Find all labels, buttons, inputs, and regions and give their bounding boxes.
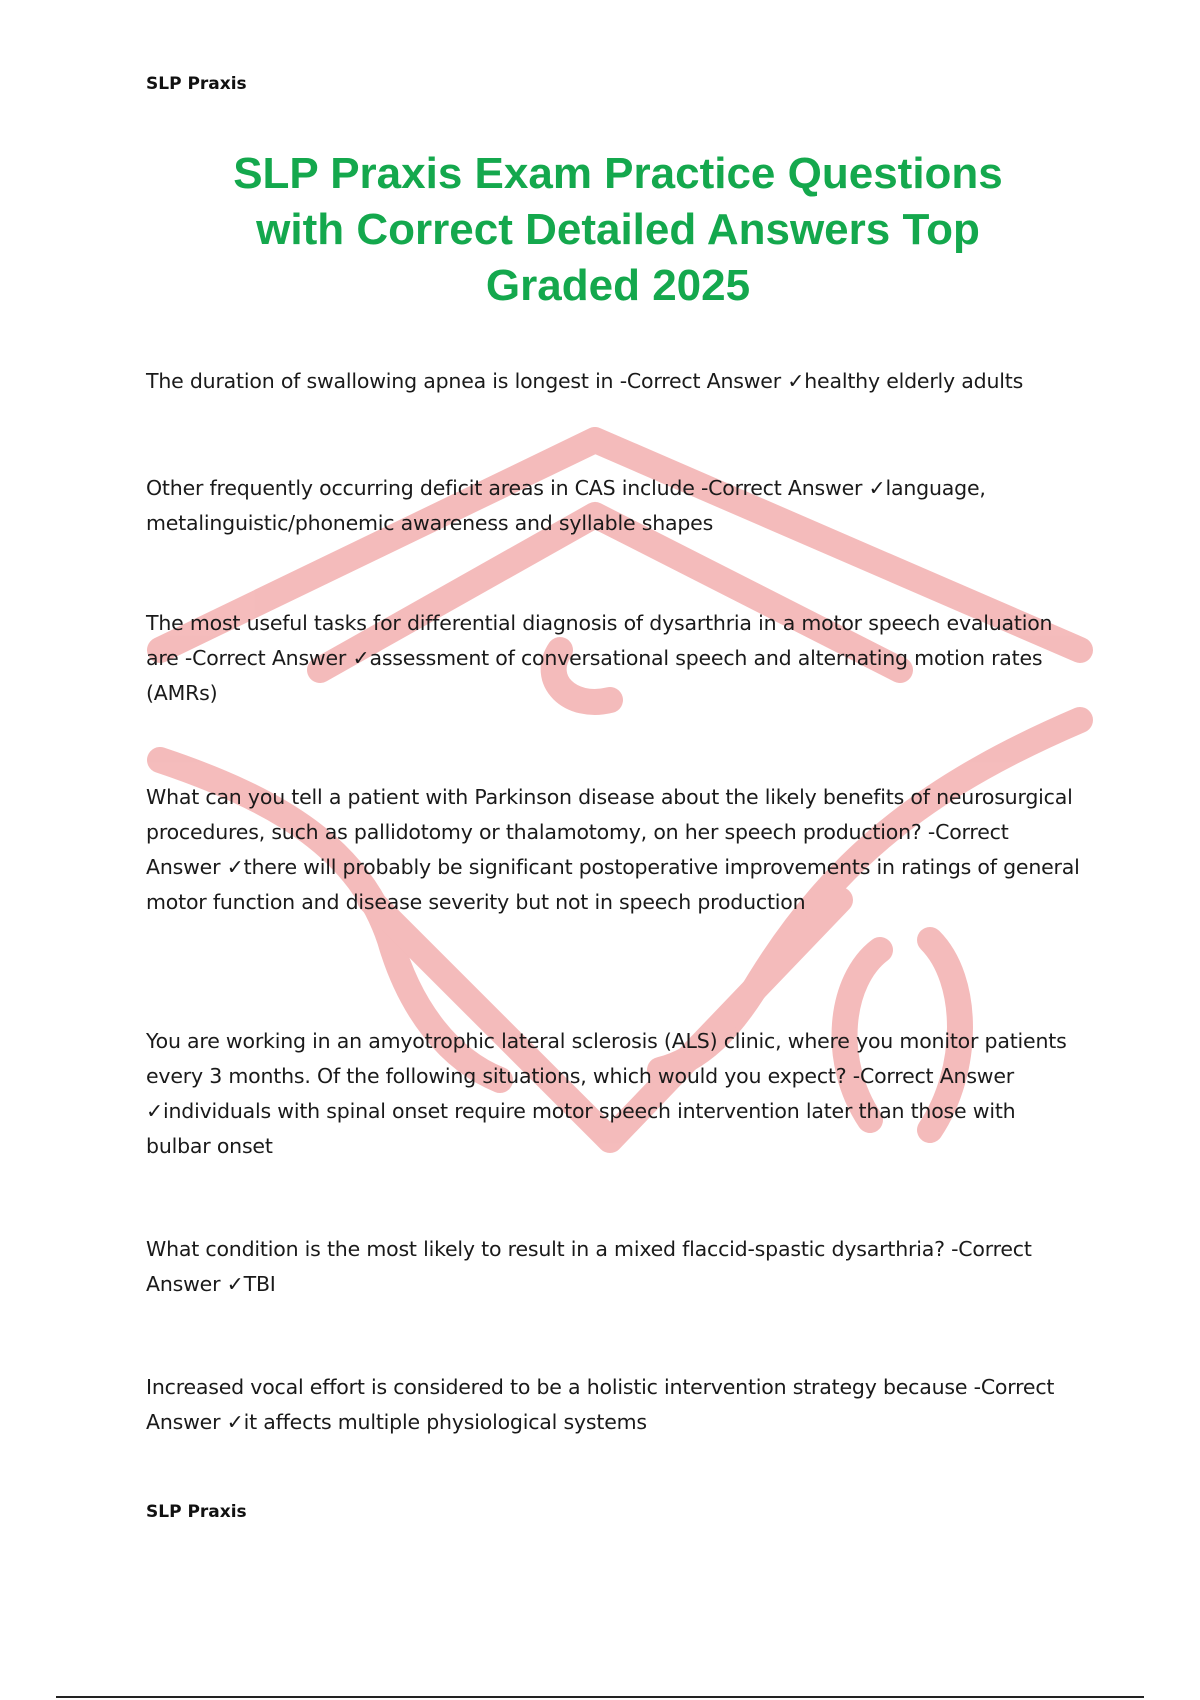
answer-text: it affects multiple physiological systems (243, 1410, 647, 1434)
check-icon: ✓ (787, 369, 805, 393)
answer-text: there will probably be significant postoperative improvements in ratings of general motor function and disease severity but not in speech production (146, 855, 1080, 914)
question-text: You are working in an amyotrophic lateral sclerosis (ALS) clinic, where you monitor patients every 3 months. Of the following situations, which would you expect? (146, 1029, 1067, 1088)
qa-item-3 (146, 606, 1086, 711)
check-icon: ✓ (226, 1410, 244, 1434)
title-line-3: Graded 2025 (485, 261, 751, 310)
check-icon: ✓ (868, 476, 886, 500)
question-text: The most useful tasks for differential diagnosis of dysarthria in a motor speech evaluation are (146, 611, 1053, 670)
answer-marker: -Correct Answer (146, 1237, 1032, 1296)
question-text: Other frequently occurring deficit areas in CAS include (146, 476, 695, 500)
answer-text: assessment of conversational speech and alternating motion rates (AMRs) (146, 646, 1043, 705)
title-line-2: with Correct Detailed Answers Top (256, 205, 980, 254)
document-title (146, 146, 1090, 314)
qa-item-4 (146, 780, 1086, 920)
qa-item-2 (146, 471, 1086, 541)
answer-text: healthy elderly adults (804, 369, 1024, 393)
check-icon: ✓ (352, 646, 370, 670)
answer-marker: -Correct Answer (700, 476, 863, 500)
check-icon: ✓ (226, 855, 244, 879)
qa-item-5 (146, 1024, 1086, 1164)
check-icon: ✓ (226, 1272, 244, 1296)
answer-marker: -Correct Answer (852, 1064, 1015, 1088)
question-text: What can you tell a patient with Parkinson disease about the likely benefits of neurosurgical procedures, such as pallidotomy or thalamotomy, on her speech production? (146, 785, 1073, 844)
check-icon: ✓ (146, 1099, 163, 1123)
answer-text: TBI (243, 1272, 276, 1296)
qa-item-1 (146, 364, 1086, 399)
question-text: Increased vocal effort is considered to be a holistic intervention strategy because (146, 1375, 968, 1399)
question-text: What condition is the most likely to result in a mixed flaccid-spastic dysarthria? (146, 1237, 945, 1261)
answer-marker: -Correct Answer (619, 369, 781, 393)
answer-marker: -Correct Answer (184, 646, 347, 670)
qa-item-7 (146, 1370, 1086, 1440)
answer-text: language, metalinguistic/phonemic awareness and syllable shapes (146, 476, 986, 535)
question-text: The duration of swallowing apnea is longest in (146, 369, 614, 393)
answer-text: individuals with spinal onset require motor speech intervention later than those with bulbar onset (146, 1099, 1016, 1158)
answer-marker: -Correct Answer (146, 1375, 1055, 1434)
title-line-1: SLP Praxis Exam Practice Questions (233, 149, 1003, 198)
qa-item-6 (146, 1232, 1086, 1302)
page-header: SLP Praxis (146, 74, 247, 94)
page-footer: SLP Praxis (146, 1502, 247, 1522)
page-bottom-rule (56, 1696, 1144, 1698)
answer-marker: -Correct Answer (146, 820, 1009, 879)
